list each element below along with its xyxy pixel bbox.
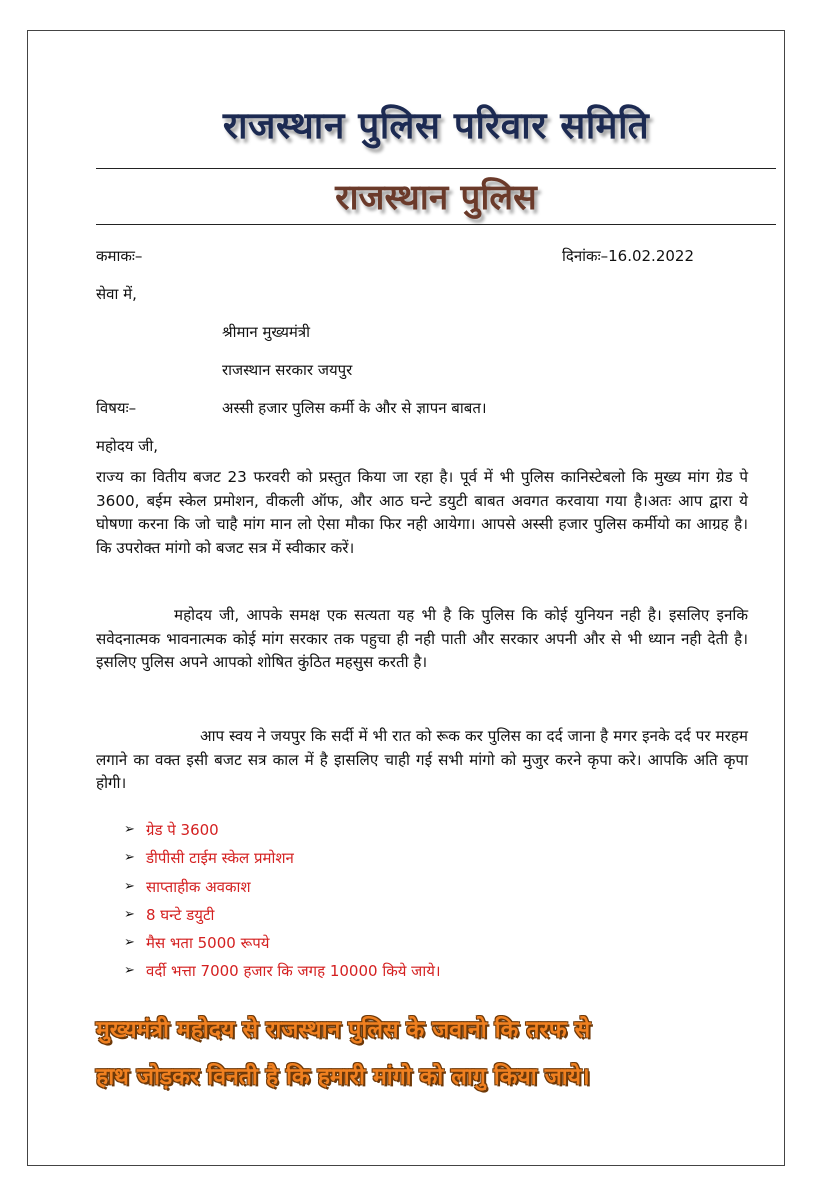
recipient-office: राजस्थान सरकार जयपुर [222,361,353,379]
recipient-title: श्रीमान मुख्यमंत्री [222,323,311,341]
list-item: ➢ ग्रेड पे 3600 [124,816,441,844]
list-item: ➢ वर्दी भत्ता 7000 हजार कि जगह 10000 किये जाये। [124,957,441,985]
subject-text: अस्सी हजार पुलिस कर्मी के और से ज्ञापन बाबत। [222,399,487,417]
reference-label: कमाकः– [96,247,143,265]
body-paragraph-3: आप स्वय ने जयपुर कि सर्दी में भी रात को रूक कर पुलिस का दर्द जाना है मगर इनके दर्द पर मरहम लगाने का वक्त इसी बजट सत्र काल में है इासलिए चाही गई सभी मांगो को मुजुर करने कृपा करे। आपकि अति कृपा होगी। [96,727,748,793]
salutation-to: सेवा में, [96,285,137,303]
arrow-bullet-icon: ➢ [124,906,135,922]
subject-label: विषयः– [96,399,137,417]
demands-list [124,816,441,986]
list-item: ➢ साप्ताहीक अवकाश [124,873,441,901]
arrow-bullet-icon: ➢ [124,822,135,837]
greeting: महोदय जी, [96,437,159,455]
arrow-bullet-icon: ➢ [124,963,135,979]
organization-title: राजस्थान पुलिस परिवार समिति [222,104,650,147]
department-title: राजस्थान पुलिस [335,178,537,218]
body-paragraph-2: महोदय जी, आपके समक्ष एक सत्यता यह भी है कि पुलिस कि कोई युनियन नही है। इसलिए इनकि सवेदनात्मक भावनात्मक कोई मांग सरकार तक पहुचा ही नही पाती और सरकार अपनी और से भी ध्यान नही देती है। इसलिए पुलिस अपने आपको शोषित कुंठित महसुस करती है। [96,606,748,672]
list-item: ➢ डीपीसी टाईम स्केल प्रमोशन [124,844,441,872]
arrow-bullet-icon: ➢ [124,935,135,951]
list-item: ➢ 8 घन्टे डयुटी [124,901,441,929]
header-rule-bottom [96,224,776,225]
arrow-bullet-icon: ➢ [124,878,135,894]
letter-date: दिनांकः–16.02.2022 [562,247,694,265]
appeal-line-2: हाथ जोड़कर विनती है कि हमारी मांगो को लागु किया जाये। [96,1064,590,1090]
header-rule-top [96,168,776,169]
appeal-line-1: मुख्यमंत्री महोदय से राजस्थान पुलिस के जवानो कि तरफ से [96,1017,591,1043]
list-item: ➢ मैस भता 5000 रूपये [124,929,441,957]
arrow-bullet-icon: ➢ [124,850,135,866]
body-paragraph-1: राज्य का वितीय बजट 23 फरवरी को प्रस्तुत किया जा रहा है। पूर्व में भी पुलिस कानिस्टेबलो कि मुख्य मांग ग्रेड पे 3600, बईम स्केल प्रमोशन, वीकली ऑफ, और आठ घन्टे डयुटी बाबत अवगत करवाया गया है।अतः आप द्वारा ये घोषणा करना कि जो चाहै मांग मान लो ऐसा मौका फिर नही आयेगा। आपसे अस्सी हजार पुलिस कर्मीयो का आग्रह है। कि उपरोक्त मांगो को बजट सत्र में स्वीकार करें। [96,468,748,557]
